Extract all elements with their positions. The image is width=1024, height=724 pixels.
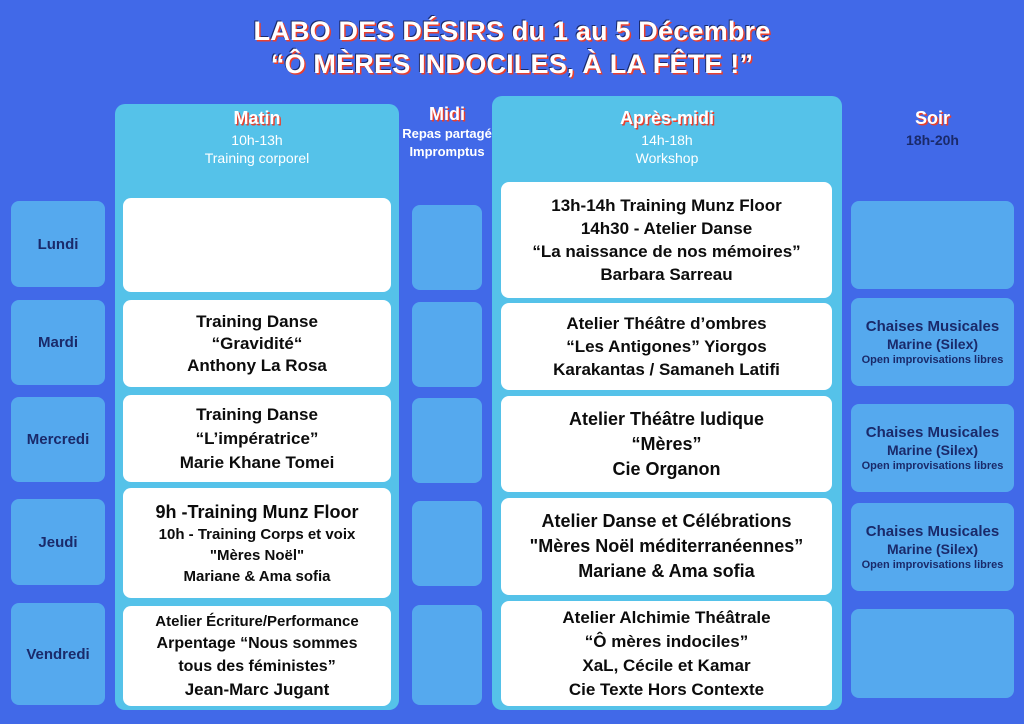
matin-slot-mercredi [123, 395, 391, 482]
day-label: Mardi [11, 300, 105, 385]
slot-line: “La naissance de nos mémoires” [532, 242, 801, 261]
midi-header [386, 104, 508, 161]
slot-line: Jean-Marc Jugant [184, 679, 330, 699]
slot-line: 9h -Training Munz Floor [155, 501, 359, 522]
soir-slot-vendredi [851, 609, 1014, 698]
slot-line: 14h30 - Atelier Danse [580, 219, 753, 238]
midi-line2: Impromptus [409, 144, 485, 159]
soir-slot-mardi [851, 298, 1014, 386]
apres-midi-title: Après-midi [619, 108, 715, 128]
day-label: Mercredi [11, 397, 105, 482]
slot-line: Karakantas / Samaneh Latifi [553, 360, 780, 379]
slot-line: “Mères” [631, 433, 702, 454]
page-subtitle: “Ô MÈRES INDOCILES, À LA FÊTE !” [270, 49, 754, 79]
midi-line1: Repas partagé [402, 126, 492, 141]
soir-note-text: Open improvisations libres [861, 558, 1004, 571]
apres-midi-slot-lundi [501, 182, 832, 298]
apres-midi-time: 14h-18h [641, 132, 693, 148]
matin-desc: Training corporel [204, 150, 310, 166]
slot-line: “Gravidité“ [211, 333, 303, 353]
apres-midi-header [492, 108, 842, 167]
day-label: Jeudi [11, 499, 105, 585]
soir-slot-mercredi [851, 404, 1014, 492]
slot-line: XaL, Cécile et Kamar [582, 655, 751, 675]
slot-line: Marie Khane Tomei [179, 452, 335, 472]
matin-time: 10h-13h [231, 132, 283, 148]
apres-midi-slot-mardi [501, 303, 832, 390]
slot-line: Mariane & Ama sofia [183, 567, 331, 585]
slot-line: Atelier Écriture/Performance [155, 612, 359, 630]
slot-line: 10h - Training Corps et voix [158, 525, 356, 543]
slot-line: "Mères Noël" [209, 546, 305, 564]
soir-title-text: Chaises Musicales [865, 317, 1000, 335]
midi-title: Midi [429, 104, 465, 124]
slot-line: "Mères Noël méditerranéennes” [529, 536, 804, 556]
matin-slot-vendredi [123, 606, 391, 706]
slot-line: Arpentage “Nous sommes [156, 634, 358, 652]
soir-host-text: Marine (Silex) [886, 335, 979, 352]
soir-title-text: Chaises Musicales [865, 423, 1000, 441]
soir-note-text: Open improvisations libres [861, 353, 1004, 366]
slot-line: Cie Organon [612, 458, 721, 479]
day-label: Lundi [11, 201, 105, 287]
matin-slot-lundi [123, 198, 391, 292]
slot-line: “Les Antigones” Yiorgos [566, 337, 767, 356]
soir-header [851, 108, 1014, 149]
matin-slot-mardi [123, 300, 391, 387]
soir-title-text: Chaises Musicales [865, 522, 1000, 540]
slot-line: tous des féministes” [178, 657, 336, 675]
midi-slot-mardi [412, 302, 482, 387]
midi-slot-lundi [412, 205, 482, 290]
slot-line: Atelier Alchimie Théâtrale [562, 607, 771, 627]
midi-slot-jeudi [412, 501, 482, 586]
page-title: LABO DES DÉSIRS du 1 au 5 Décembre [253, 16, 771, 46]
slot-line: 13h-14h Training Munz Floor [551, 196, 782, 215]
apres-midi-slot-vendredi [501, 601, 832, 706]
slot-line: Mariane & Ama sofia [578, 561, 755, 581]
apres-midi-desc: Workshop [635, 150, 699, 166]
apres-midi-slot-mercredi [501, 396, 832, 492]
soir-host-text: Marine (Silex) [886, 540, 979, 557]
soir-time: 18h-20h [906, 132, 959, 148]
slot-line: Barbara Sarreau [600, 265, 733, 284]
matin-header [115, 108, 399, 167]
matin-slot-jeudi [123, 488, 391, 598]
soir-slot-jeudi [851, 503, 1014, 591]
soir-host-text: Marine (Silex) [886, 441, 979, 458]
soir-title: Soir [914, 108, 950, 128]
matin-title: Matin [233, 108, 281, 128]
slot-line: Anthony La Rosa [187, 355, 327, 375]
apres-midi-slot-jeudi [501, 498, 832, 595]
slot-line: Atelier Théâtre d’ombres [566, 314, 767, 333]
slot-line: “L’impératrice” [195, 428, 319, 448]
soir-note-text: Open improvisations libres [861, 459, 1004, 472]
slot-line: Cie Texte Hors Contexte [568, 679, 765, 699]
slot-line: Atelier Danse et Célébrations [541, 511, 792, 531]
midi-slot-mercredi [412, 398, 482, 483]
slot-line: “Ô mères indociles” [584, 631, 749, 651]
midi-slot-vendredi [412, 605, 482, 705]
slot-line: Atelier Théâtre ludique [568, 408, 765, 429]
slot-line: Training Danse [196, 404, 318, 424]
slot-line: Training Danse [196, 311, 318, 331]
soir-slot-lundi [851, 201, 1014, 289]
day-label: Vendredi [11, 603, 105, 705]
